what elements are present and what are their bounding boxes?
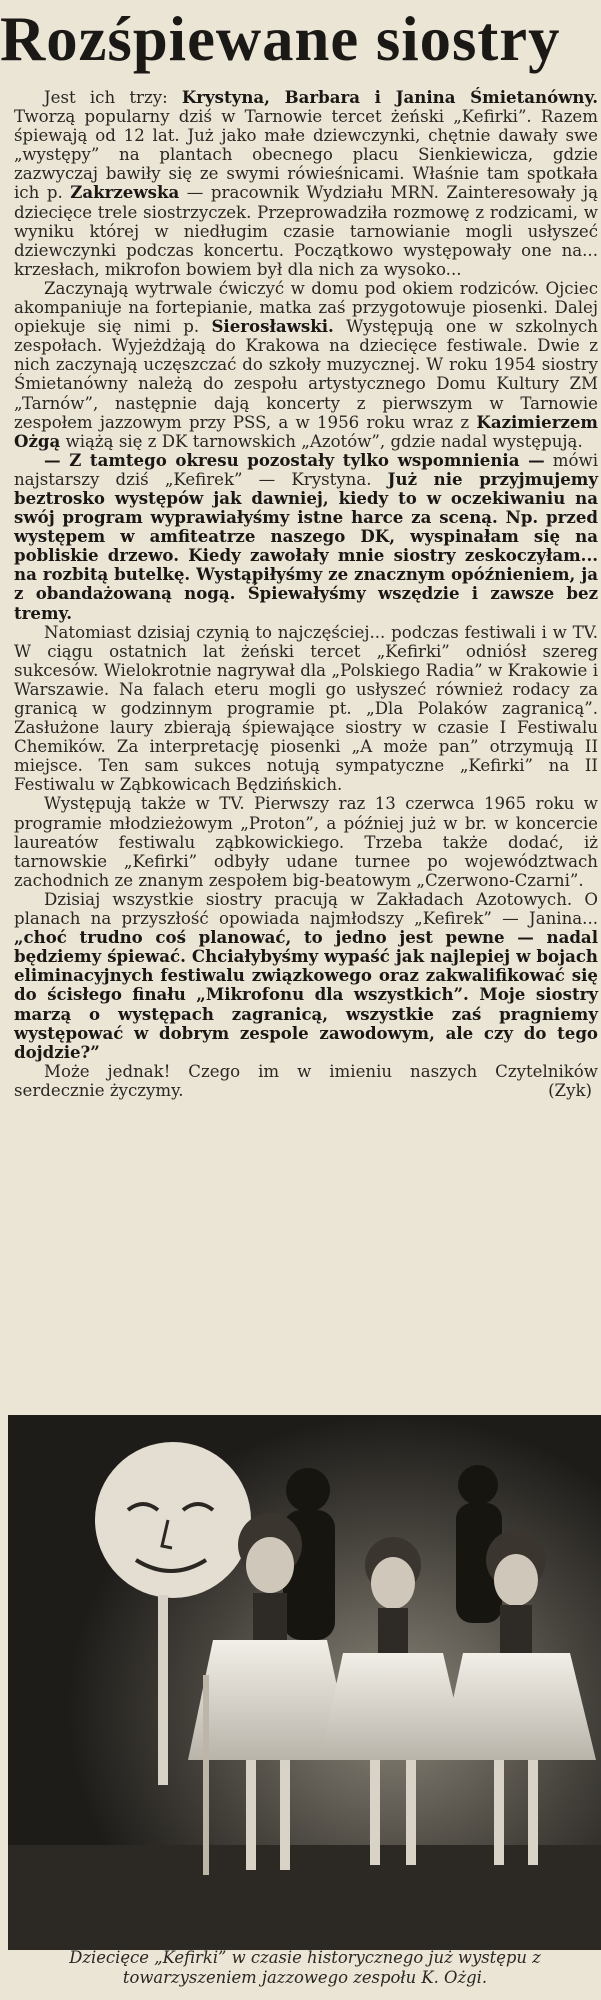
paragraph-3: — Z tamtego okresu pozostały tylko wspomnienia — mówi najstarszy dziś „Kefirek” — Krystyna. Już nie przyjmujemy beztrosko występów jak dawniej, kiedy to w oczekiwaniu na swój program wyprawiałyśmy istne harce za sceną. Np. przed występem w amfiteatrze naszego DK, wyspinałam się na pobliskie drzewo. Kiedy zawołały mnie siostry zeskoczyłam... na rozbitą butelkę. Wystąpiłyśmy ze znacznym opóźnieniem, ja z obandażowaną nogą. Śpiewałyśmy wszędzie i zawsze bez tremy. xyxy=(14,449,599,623)
paragraph-1: Jest ich trzy: Krystyna, Barbara i Janina Śmietanówny. Tworzą popularny dziś w Tarnowie tercet żeński „Kefirki”. Razem śpiewają od 12 lat. Już jako małe dziewczynki, chętnie dawały swe „występy” na plantach obecnego placu Sienkiewicza, gdzie zazwyczaj bawiły się ze swymi rówieśnicami. Właśnie tam spotkała ich p. Zakrzewska — pracownik Wydziału MRN. Zainteresowały ją dziecięce trele siostrzyczek. Przeprowadziła rozmowę z rodzicami, w wyniku której w niedługim czasie tarnowianie mogli usłyszeć dziewczynki podczas koncertu. Początkowo występowały one na... krzesłach, mikrofon bowiem był dla nich za wysoko... xyxy=(14,87,598,279)
stage-floor xyxy=(8,1845,601,1950)
person-zakrzewska: Zakrzewska xyxy=(70,182,180,203)
article-title: Rozśpiewane siostry xyxy=(0,3,561,74)
person-sieroslawski: Sierosławski. xyxy=(211,316,334,337)
paragraph-7: Może jednak! Czego im w imieniu naszych Czytelników serdecznie życzymy. (Zyk) xyxy=(14,1061,598,1100)
author-signature: (Zyk) xyxy=(548,1080,592,1100)
quote-lead: — Z tamtego okresu pozostały tylko wspomnienia — xyxy=(44,449,545,470)
paragraph-6: Dzisiaj wszystkie siostry pracują w Zakładach Azotowych. O planach na przyszłość opowiada najmłodszy „Kefirek” — Janina... „choć trudno coś planować, to jedno jest pewne — nadal będziemy śpiewać. Chciałybyśmy wypaść jak najlepiej w bojach eliminacyjnych festiwalu związkowego oraz zakwalifikować się do ścisłego finału „Mikrofonu dla wszystkich”. Moje siostry marzą o występach zagranicą, wszystkie zaś pragniemy występować w dobrym zespole zawodowym, ale czy do tego dojdzie?” xyxy=(14,889,598,1062)
person-ozga: Kazimierzem Ożgą xyxy=(14,411,598,451)
article-photo xyxy=(8,1415,601,1950)
photo-illustration xyxy=(8,1415,601,1950)
microphone-stand xyxy=(203,1675,209,1875)
paragraph-4: Natomiast dzisiaj czynią to najczęściej... podczas festiwali i w TV. W ciągu ostatnich lat żeński tercet „Kefirki” odniósł szereg sukcesów. Wielokrotnie nagrywał dla „Polskiego Radia” w Krakowie i Warszawie. Na falach eteru mogli go usłyszeć również rodacy za granicą w godzinnym programie pt. „Dla Polaków zagranicą”. Zasłużone laury zbierają śpiewające siostry w czasie I Festiwalu Chemików. Za interpretację piosenki „A może pan” otrzymują II miejsce. Ten sam sukces notują sympatyczne „Kefirki” na II Festiwalu w Ząbkowicach Będzińskich. xyxy=(14,622,598,795)
paragraph-5: Występują także w TV. Pierwszy raz 13 czerwca 1965 roku w programie młodzieżowym „Proton”, a później już w br. w koncercie laureatów festiwalu ząbkowickiego. Trzeba także dodać, iż tarnowskie „Kefirki” odbyły udane turnee po województwach zachodnich ze znanym zespołem big-beatowym „Czerwono-Czarni”. xyxy=(14,794,598,890)
quote-krystyna: Już nie przyjmujemy beztrosko występów jak dawniej, kiedy to w oczekiwaniu na swój program wyprawiałyśmy istne harce za sceną. Np. przed występem w amfiteatrze naszego DK, wyspinałam się na pobliskie drzewo. Kiedy zawołały mnie siostry zeskoczyłam... na rozbitą butelkę. Wystąpiłyśmy ze znacznym opóźnieniem, ja z obandażowaną nogą. Śpiewałyśmy wszędzie i zawsze bez tremy. xyxy=(14,468,598,623)
quote-janina: „choć trudno coś planować, to jedno jest pewne — nadal będziemy śpiewać. Chciałybyśmy wypaść jak najlepiej w bojach eliminacyjnych festiwalu związkowego oraz zakwalifikować się do ścisłego finału „Mikrofonu dla wszystkich”. Moje siostry marzą o występach zagranicą, wszystkie zaś pragniemy występować w dobrym zespole zawodowym, ale czy do tego dojdzie?” xyxy=(14,927,598,1062)
article-body xyxy=(14,88,598,1100)
photo-caption: Dziecięce „Kefirki” w czasie historycznego już występu z towarzyszeniem jazzowego zespołu K. Ożgi. xyxy=(69,1948,541,1987)
sisters-names: Krystyna, Barbara i Janina Śmietanówny. xyxy=(181,87,598,107)
paragraph-2: Zaczynają wytrwale ćwiczyć w domu pod okiem rodziców. Ojciec akompaniuje na fortepianie, matka zaś przygotowuje piosenki. Dalej opiekuje się nimi p. Sierosławski. Występują one w szkolnych zespołach. Wyjeżdżają do Krakowa na dziecięce festiwale. Dwie z nich zaczynają uczęszczać do szkoły muzycznej. W roku 1954 siostry Śmietanówny należą do zespołu artystycznego Domu Kultury ZM „Tarnów”, następnie dają koncerty z pierwszym w Tarnowie zespołem jazzowym przy PSS, a w 1956 roku wraz z Kazimierzem Ożgą wiążą się z DK tarnowskich „Azotów”, gdzie nadal występują. xyxy=(14,278,598,451)
